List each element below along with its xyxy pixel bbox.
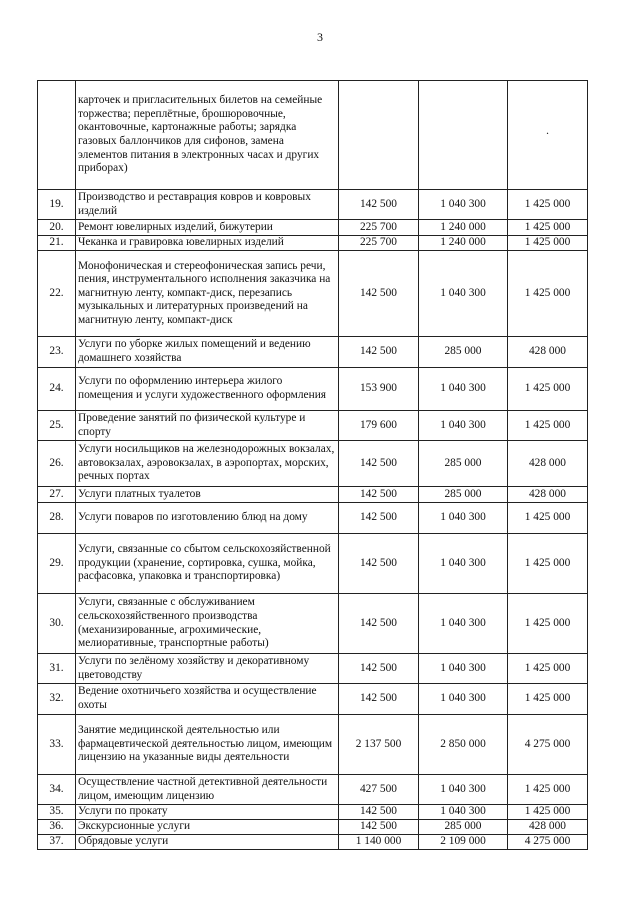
value-col-3: 1 425 000 (508, 805, 588, 820)
table-row (38, 441, 588, 487)
value-col-3: 428 000 (508, 487, 588, 503)
value-col-1: 225 700 (339, 220, 419, 236)
table-row (38, 411, 588, 441)
value-col-2: 285 000 (419, 441, 508, 487)
value-col-3: 1 425 000 (508, 775, 588, 805)
value-col-3: · (508, 81, 588, 190)
table-row (38, 594, 588, 654)
service-description: Проведение занятий по физической культуре и спорту (76, 411, 339, 441)
table-row (38, 835, 588, 850)
value-col-2: 1 040 300 (419, 684, 508, 715)
row-number: 26. (38, 441, 76, 487)
value-col-2: 2 109 000 (419, 835, 508, 850)
value-col-2 (419, 81, 508, 190)
value-col-2: 1 040 300 (419, 503, 508, 534)
value-col-2: 1 240 000 (419, 236, 508, 251)
value-col-1: 142 500 (339, 441, 419, 487)
row-number: 20. (38, 220, 76, 236)
service-description: Услуги по зелёному хозяйству и декоративному цветоводству (76, 654, 339, 684)
value-col-3: 4 275 000 (508, 715, 588, 775)
row-number: 36. (38, 820, 76, 835)
table-row (38, 81, 588, 190)
service-description: Ремонт ювелирных изделий, бижутерии (76, 220, 339, 236)
value-col-3: 1 425 000 (508, 220, 588, 236)
value-col-1: 153 900 (339, 368, 419, 411)
value-col-1: 142 500 (339, 654, 419, 684)
table-body (38, 81, 588, 850)
value-col-3: 1 425 000 (508, 594, 588, 654)
value-col-1: 142 500 (339, 251, 419, 337)
value-col-1: 1 140 000 (339, 835, 419, 850)
value-col-1: 142 500 (339, 534, 419, 594)
table-row (38, 190, 588, 220)
table-row (38, 337, 588, 368)
value-col-3: 428 000 (508, 441, 588, 487)
row-number (38, 81, 76, 190)
row-number: 27. (38, 487, 76, 503)
row-number: 29. (38, 534, 76, 594)
service-description: Услуги, связанные с обслуживанием сельскохозяйственного производства (механизированные, агрохимические, мелиоративные, транспортные работы) (76, 594, 339, 654)
row-number: 32. (38, 684, 76, 715)
table-row (38, 805, 588, 820)
row-number: 37. (38, 835, 76, 850)
service-description: Услуги платных туалетов (76, 487, 339, 503)
table-row (38, 251, 588, 337)
value-col-3: 1 425 000 (508, 684, 588, 715)
row-number: 21. (38, 236, 76, 251)
value-col-3: 1 425 000 (508, 503, 588, 534)
table-row (38, 654, 588, 684)
service-description: Услуги по прокату (76, 805, 339, 820)
value-col-2: 1 040 300 (419, 251, 508, 337)
row-number: 23. (38, 337, 76, 368)
service-description: Производство и реставрация ковров и ковровых изделий (76, 190, 339, 220)
table-row (38, 775, 588, 805)
table-row (38, 487, 588, 503)
value-col-1: 142 500 (339, 337, 419, 368)
value-col-2: 285 000 (419, 487, 508, 503)
service-description: Услуги по уборке жилых помещений и ведению домашнего хозяйства (76, 337, 339, 368)
service-description: Ведение охотничьего хозяйства и осуществление охоты (76, 684, 339, 715)
value-col-2: 1 040 300 (419, 411, 508, 441)
value-col-3: 1 425 000 (508, 368, 588, 411)
table-row (38, 820, 588, 835)
value-col-1: 2 137 500 (339, 715, 419, 775)
row-number: 31. (38, 654, 76, 684)
value-col-3: 1 425 000 (508, 190, 588, 220)
value-col-2: 1 040 300 (419, 805, 508, 820)
table-row (38, 715, 588, 775)
service-description: Занятие медицинской деятельностью или фармацевтической деятельностью лицом, имеющим лицензию на указанные виды деятельности (76, 715, 339, 775)
value-col-1: 179 600 (339, 411, 419, 441)
service-description: карточек и пригласительных билетов на семейные торжества; переплётные, брошюровочные, окантовочные, картонажные работы; зарядка газовых баллончиков для сифонов, замена элементов питания в электронных часах и других приборах) (76, 81, 339, 190)
value-col-2: 1 040 300 (419, 594, 508, 654)
value-col-3: 1 425 000 (508, 534, 588, 594)
value-col-1: 142 500 (339, 503, 419, 534)
value-col-1: 142 500 (339, 805, 419, 820)
value-col-3: 428 000 (508, 820, 588, 835)
value-col-2: 285 000 (419, 820, 508, 835)
value-col-1: 142 500 (339, 820, 419, 835)
value-col-1: 142 500 (339, 190, 419, 220)
value-col-1: 142 500 (339, 487, 419, 503)
service-description: Обрядовые услуги (76, 835, 339, 850)
table-row (38, 368, 588, 411)
row-number: 30. (38, 594, 76, 654)
value-col-2: 285 000 (419, 337, 508, 368)
value-col-2: 2 850 000 (419, 715, 508, 775)
value-col-1 (339, 81, 419, 190)
value-col-3: 1 425 000 (508, 654, 588, 684)
value-col-2: 1 040 300 (419, 775, 508, 805)
value-col-1: 225 700 (339, 236, 419, 251)
row-number: 33. (38, 715, 76, 775)
service-description: Услуги поваров по изготовлению блюд на дому (76, 503, 339, 534)
value-col-1: 427 500 (339, 775, 419, 805)
value-col-2: 1 040 300 (419, 368, 508, 411)
value-col-2: 1 040 300 (419, 654, 508, 684)
value-col-3: 1 425 000 (508, 236, 588, 251)
value-col-1: 142 500 (339, 684, 419, 715)
value-col-1: 142 500 (339, 594, 419, 654)
value-col-3: 1 425 000 (508, 251, 588, 337)
table-row (38, 236, 588, 251)
row-number: 28. (38, 503, 76, 534)
row-number: 22. (38, 251, 76, 337)
table-row (38, 220, 588, 236)
service-description: Услуги, связанные со сбытом сельскохозяйственной продукции (хранение, сортировка, сушка, мойка, расфасовка, упаковка и транспортировка) (76, 534, 339, 594)
service-description: Услуги носильщиков на железнодорожных вокзалах, автовокзалах, аэровокзалах, в аэропортах, морских, речных портах (76, 441, 339, 487)
value-col-2: 1 040 300 (419, 534, 508, 594)
row-number: 24. (38, 368, 76, 411)
table-row (38, 534, 588, 594)
value-col-3: 428 000 (508, 337, 588, 368)
table-row (38, 503, 588, 534)
row-number: 34. (38, 775, 76, 805)
value-col-3: 1 425 000 (508, 411, 588, 441)
row-number: 25. (38, 411, 76, 441)
service-description: Монофоническая и стереофоническая запись речи, пения, инструментального исполнения заказчика на магнитную ленту, компакт-диск, перезапись музыкальных и литературных произведений на магнитную ленту, компакт-диск (76, 251, 339, 337)
service-description: Услуги по оформлению интерьера жилого помещения и услуги художественного оформления (76, 368, 339, 411)
row-number: 35. (38, 805, 76, 820)
value-col-3: 4 275 000 (508, 835, 588, 850)
tax-rates-table (37, 80, 588, 850)
row-number: 19. (38, 190, 76, 220)
table-row (38, 684, 588, 715)
service-description: Экскурсионные услуги (76, 820, 339, 835)
page-number: 3 (317, 30, 323, 44)
value-col-2: 1 240 000 (419, 220, 508, 236)
service-description: Чеканка и гравировка ювелирных изделий (76, 236, 339, 251)
value-col-2: 1 040 300 (419, 190, 508, 220)
service-description: Осуществление частной детективной деятельности лицом, имеющим лицензию (76, 775, 339, 805)
